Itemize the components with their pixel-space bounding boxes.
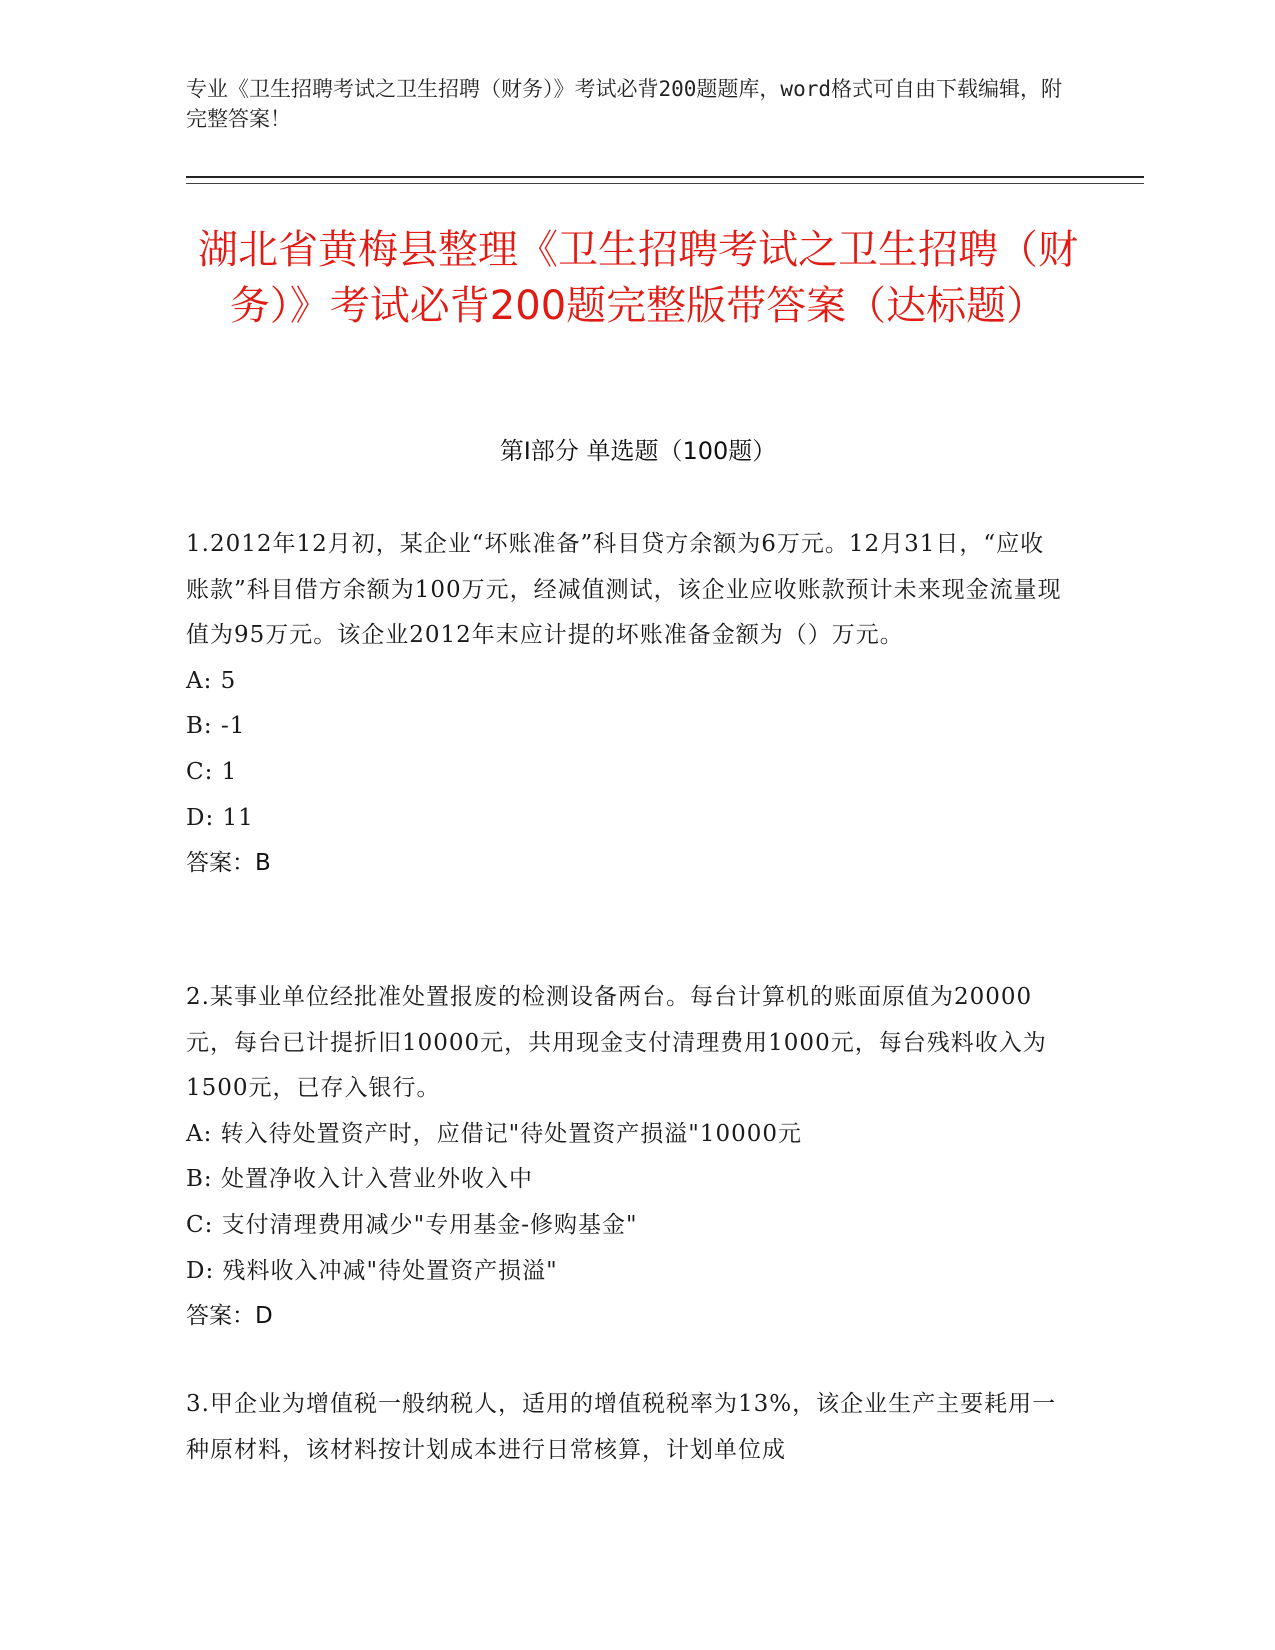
option-b: B: -1: [186, 713, 246, 740]
header-divider-thick: [186, 176, 1144, 178]
document-title: 湖北省黄梅县整理《卫生招聘考试之卫生招聘（财务）》考试必背200题完整版带答案（达标题）: [198, 227, 1078, 329]
option-c: C: 1: [186, 758, 238, 785]
option-c: C: 支付清理费用减少"专用基金-修购基金": [186, 1211, 638, 1238]
header-divider-thin: [186, 183, 1144, 184]
option-d: D: 残料收入冲减"待处置资产损溢": [186, 1257, 558, 1284]
question-2: [186, 975, 1066, 1340]
section-title: 第I部分 单选题（100题）: [499, 437, 777, 465]
question-3: [186, 1382, 1066, 1473]
answer: 答案：B: [186, 850, 271, 877]
answer: 答案：D: [186, 1303, 273, 1330]
question-stem: 3.甲企业为增值税一般纳税人，适用的增值税税率为13%，该企业生产主要耗用一种原材料，该材料按计划成本进行日常核算，计划单位成: [186, 1391, 1057, 1463]
option-a: A: 5: [186, 667, 237, 694]
question-stem: 1.2012年12月初，某企业“坏账准备”科目贷方余额为6万元。12月31日，“应收账款”科目借方余额为100万元，经减值测试，该企业应收账款预计未来现金流量现值为95万元。该企业2012年末应计提的坏账准备金额为（）万元。: [186, 531, 1062, 649]
option-a: A: 转入待处置资产时，应借记"待处置资产损溢"10000元: [186, 1120, 802, 1147]
option-d: D: 11: [186, 804, 254, 831]
option-b: B: 处置净收入计入营业外收入中: [186, 1166, 533, 1193]
header-note: 专业《卫生招聘考试之卫生招聘（财务）》考试必背200题题库，word格式可自由下载编辑，附完整答案！: [186, 77, 1062, 131]
question-1: [186, 522, 1066, 887]
question-stem: 2.某事业单位经批准处置报废的检测设备两台。每台计算机的账面原值为20000元，每台已计提折旧10000元，共用现金支付清理费用1000元，每台残料收入为1500元，已存入银行。: [186, 984, 1047, 1102]
